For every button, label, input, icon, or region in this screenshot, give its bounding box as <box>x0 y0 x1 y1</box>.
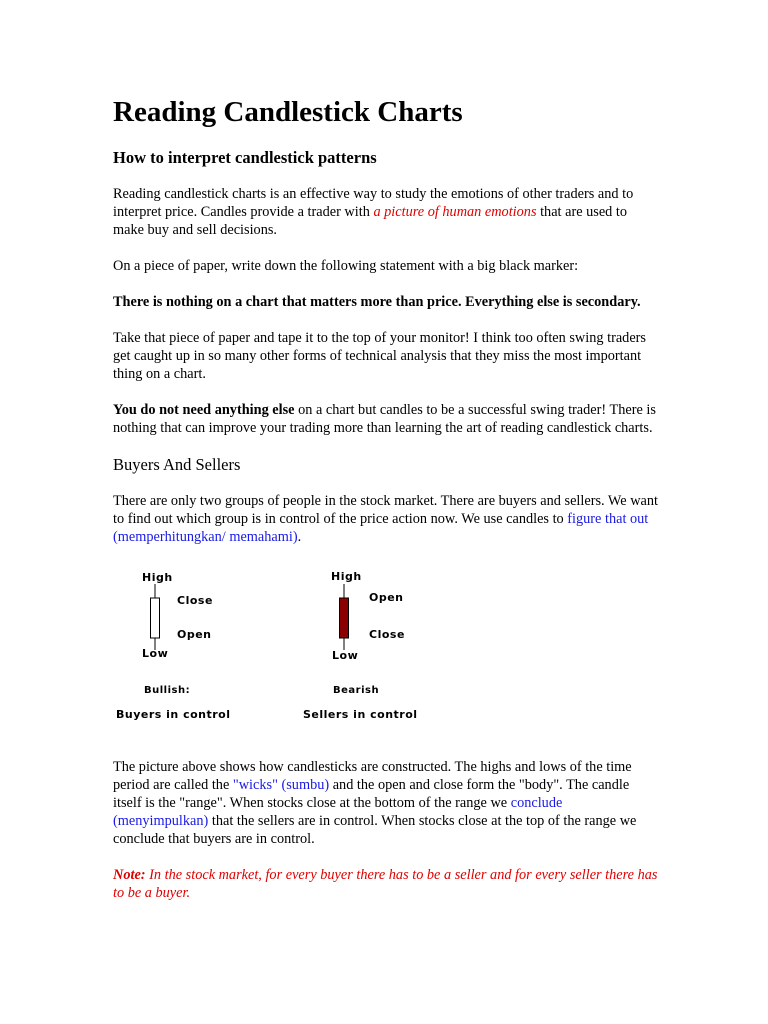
paragraph-construction <box>113 758 658 848</box>
bullish-caption: Bullish: <box>144 685 191 696</box>
groups-text-end: . <box>297 529 302 545</box>
bullish-control-label: Buyers in control <box>116 708 231 721</box>
construction-text-2: and the open and close form the "body". The candle itself is the "range". When stocks close at the bottom of the range we <box>113 777 630 811</box>
bearish-caption: Bearish <box>333 685 380 696</box>
bearish-candle-body <box>340 598 349 638</box>
page-subtitle: How to interpret candlestick patterns <box>113 148 377 167</box>
note-text: In the stock market, for every buyer there has to be a seller and for every seller there has to be a buyer. <box>113 867 658 901</box>
link-wicks[interactable]: "wicks" (sumbu) <box>232 777 330 793</box>
bearish-high-label: High <box>331 570 362 583</box>
paragraph-intro-text: Reading candlestick charts is an effective way to study the emotions of other traders and to interpret price. Candles provide a trader with <box>113 186 634 220</box>
bearish-open-label: Open <box>369 591 404 604</box>
bullish-low-label: Low <box>142 647 169 660</box>
bearish-control-label: Sellers in control <box>303 708 418 721</box>
bullish-close-label: Close <box>177 594 213 607</box>
bullish-open-label: Open <box>177 628 212 641</box>
paragraph-paper: On a piece of paper, write down the following statement with a big black marker: <box>113 258 579 274</box>
bearish-close-label: Close <box>369 628 405 641</box>
note-label: Note: <box>113 867 146 883</box>
paragraph-groups <box>113 492 658 546</box>
paragraph-intro-text-end: that are used to make buy and sell decisions. <box>113 204 628 238</box>
section-heading-buyers-sellers: Buyers And Sellers <box>113 455 241 474</box>
candlestick-diagram <box>113 564 658 740</box>
groups-text: There are only two groups of people in the stock market. There are buyers and sellers. We want to find out which group is in control of the price action now. We use candles to <box>113 493 658 527</box>
link-conclude[interactable]: conclude (menyimpulkan) <box>113 795 563 829</box>
bullish-candle-body <box>151 598 160 638</box>
construction-text-1: The picture above shows how candlesticks are constructed. The highs and lows of the time period are called the <box>113 759 632 793</box>
emphasis-human-emotions: a picture of human emotions <box>373 204 537 220</box>
paragraph-note <box>113 866 658 902</box>
construction-text-3: that the sellers are in control. When stocks close at the top of the range we conclude that buyers are in control. <box>113 813 637 847</box>
candles-bold: You do not need anything else <box>113 402 295 418</box>
paragraph-candles <box>113 401 658 437</box>
bearish-low-label: Low <box>332 649 359 662</box>
paragraph-intro <box>113 185 658 239</box>
paragraph-statement <box>113 293 658 311</box>
document-content <box>113 94 658 920</box>
page-title: Reading Candlestick Charts <box>113 96 463 128</box>
statement-bold: There is nothing on a chart that matters more than price. Everything else is secondary. <box>113 294 641 310</box>
paragraph-monitor: Take that piece of paper and tape it to the top of your monitor! I think too often swing traders get caught up in so many other forms of technical analysis that they miss the most important thing on a chart. <box>113 330 646 382</box>
bullish-high-label: High <box>142 571 173 584</box>
candles-text: on a chart but candles to be a successful swing trader! There is nothing that can improve your trading more than learning the art of reading candlestick charts. <box>113 402 656 436</box>
link-figure-that-out[interactable]: figure that out (memperhitungkan/ memahami) <box>113 511 649 545</box>
